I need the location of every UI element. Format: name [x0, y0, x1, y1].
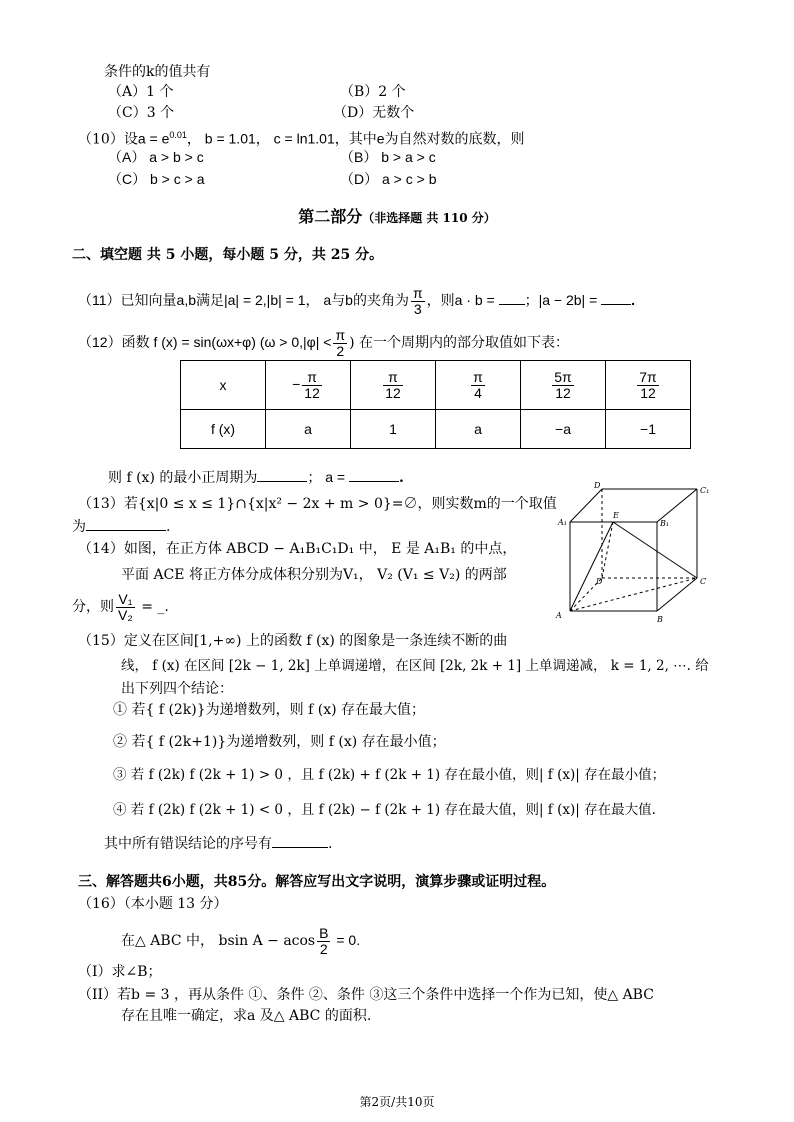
- section2-heading: 二、填空题 共 5 小题，每小题 5 分，共 25 分。: [72, 247, 384, 263]
- table-cell: 1: [351, 410, 436, 449]
- cube-label-b1: B₁: [660, 519, 670, 528]
- q15-line3: 出下列四个结论：: [121, 681, 233, 697]
- q13-answer-blank[interactable]: [86, 516, 166, 531]
- q16-fraction: $\frac{B}{2}$: [319, 924, 329, 957]
- table-cell: a: [436, 410, 521, 449]
- q12-stem: （12）函数 f (x) = sin(ωx+φ) (ω > 0,|φ| < $\frac{\pi}{2}$ ) 在一个周期内的部分取值如下表：: [78, 326, 570, 359]
- table-cell: a: [266, 410, 351, 449]
- page-footer: 第2页/共10页: [359, 1095, 435, 1109]
- q13-line1: （13）若{x|0 ≤ x ≤ 1}∩{x|x² − 2x + m > 0}=∅，则实数m的一个取值: [78, 496, 557, 512]
- cube-label-c: C: [700, 577, 707, 586]
- q16-given: 在△ ABC 中， bsin A − acos $\frac{B}{2}$ = 0.: [121, 924, 361, 957]
- q9-option-a: （A）1 个: [108, 84, 174, 100]
- table-cell: $\frac{5\pi}{12}$: [521, 361, 606, 410]
- cube-label-a1: A₁: [558, 518, 567, 527]
- cube-label-e: E: [613, 511, 619, 520]
- q13-line2: 为 .: [72, 516, 170, 537]
- q11-answer-blank-1[interactable]: [499, 290, 525, 305]
- q10-option-b: （B） b > a > c: [340, 149, 436, 165]
- q11-fraction: $\frac{\pi}{3}$: [412, 284, 423, 317]
- cube-label-a: A: [556, 611, 562, 620]
- cube-label-d: D: [596, 577, 603, 586]
- q9-option-b: （B）2 个: [340, 84, 406, 100]
- cube-label-d1: D: [594, 481, 601, 490]
- q15-item-3: ③ 若 f (2k) f (2k + 1) > 0 ，且 f (2k) + f (2k + 1) 存在最小值，则| f (x)| 存在最小值；: [113, 767, 666, 783]
- cube-label-b: B: [657, 615, 663, 624]
- q14-line1: （14）如图，在正方体 ABCD − A₁B₁C₁D₁ 中， E 是 A₁B₁ 的中点，: [78, 541, 517, 557]
- q14-fraction: $\frac{\text{V₁}}{\text{V₂}}$: [118, 590, 133, 623]
- q10-option-d: （D） a > c > b: [340, 171, 437, 187]
- table-header-fx: f (x): [181, 410, 266, 449]
- q16-part1: （I）求∠B；: [78, 964, 162, 980]
- q10-option-c: （C） b > c > a: [108, 171, 205, 187]
- q12-answer-blank-1[interactable]: [257, 467, 307, 482]
- cube-diagram: [552, 478, 722, 628]
- table-cell: −1: [606, 410, 691, 449]
- q12-value-table: [180, 360, 691, 449]
- q15-line2: 线， f (x) 在区间 [2k − 1, 2k] 上单调递增，在区间 [2k, 2k + 1] 上单调递减， k = 1, 2, ⋯. 给: [121, 658, 709, 674]
- table-cell: −a: [521, 410, 606, 449]
- q15-item-4: ④ 若 f (2k) f (2k + 1) < 0 ，且 f (2k) − f (2k + 1) 存在最大值，则| f (x)| 存在最大值.: [113, 802, 656, 818]
- part2-title: 第二部分（非选择题 共 110 分）: [298, 207, 496, 226]
- q12-answer-blank-2[interactable]: [349, 467, 399, 482]
- cube-label-c1: C₁: [700, 486, 710, 495]
- q14-line3: 分，则 $\frac{\text{V₁}}{\text{V₂}}$ = _.: [72, 590, 169, 623]
- q14-line2: 平面 ACE 将正方体分成体积分别为V₁， V₂ (V₁ ≤ V₂) 的两部: [121, 567, 507, 583]
- q16-part2-line2: 存在且唯一确定，求a 及△ ABC 的面积.: [121, 1008, 372, 1024]
- q11: （11）已知向量a,b满足|a| = 2,|b| = 1， a与b的夹角为 $\frac{\pi}{3}$ ，则a · b = ；|a − 2b| = .: [78, 284, 636, 317]
- q10-option-a: （A） a > b > c: [108, 149, 204, 165]
- q15-final: 其中所有错误结论的序号有 .: [104, 833, 332, 854]
- table-cell: $\frac{7\pi}{12}$: [606, 361, 691, 410]
- q9-option-c: （C）3 个: [108, 105, 175, 121]
- q12-after: 则 f (x) 的最小正周期为 ； a = .: [108, 469, 404, 486]
- q15-answer-blank[interactable]: [272, 833, 328, 848]
- table-cell: $\frac{\pi}{4}$: [436, 361, 521, 410]
- table-cell: $\frac{\pi}{12}$: [351, 361, 436, 410]
- q11-answer-blank-2[interactable]: [601, 290, 631, 305]
- table-cell: − $\frac{\pi}{12}$: [266, 361, 351, 410]
- q15-item-2: ② 若{ f (2k+1)}为递增数列，则 f (x) 存在最小值；: [113, 734, 446, 750]
- q12-fraction: $\frac{\pi}{2}$: [335, 326, 346, 359]
- q15-line1: （15）定义在区间[1,+∞) 上的函数 f (x) 的图象是一条连续不断的曲: [78, 633, 508, 649]
- section3-heading: 三、解答题共6小题，共85分。解答应写出文字说明，演算步骤或证明过程。: [78, 874, 556, 890]
- q16-header: （16）（本小题 13 分）: [78, 896, 228, 912]
- q16-part2-line1: （II）若b = 3 ，再从条件 ①、条件 ②、条件 ③这三个条件中选择一个作为已知，使△ ABC: [78, 987, 654, 1003]
- q9-option-d: （D）无数个: [333, 105, 415, 121]
- q10-stem: （10）设$a = e^{0.01}$， b = 1.01， c = ln1.01，其中e为自然对数的底数，则: [78, 130, 525, 148]
- q15-item-1: ① 若{ f (2k)}为递增数列，则 f (x) 存在最大值；: [113, 702, 426, 718]
- table-header-x: x: [181, 361, 266, 410]
- q9-tail: 条件的k的值共有: [104, 64, 211, 80]
